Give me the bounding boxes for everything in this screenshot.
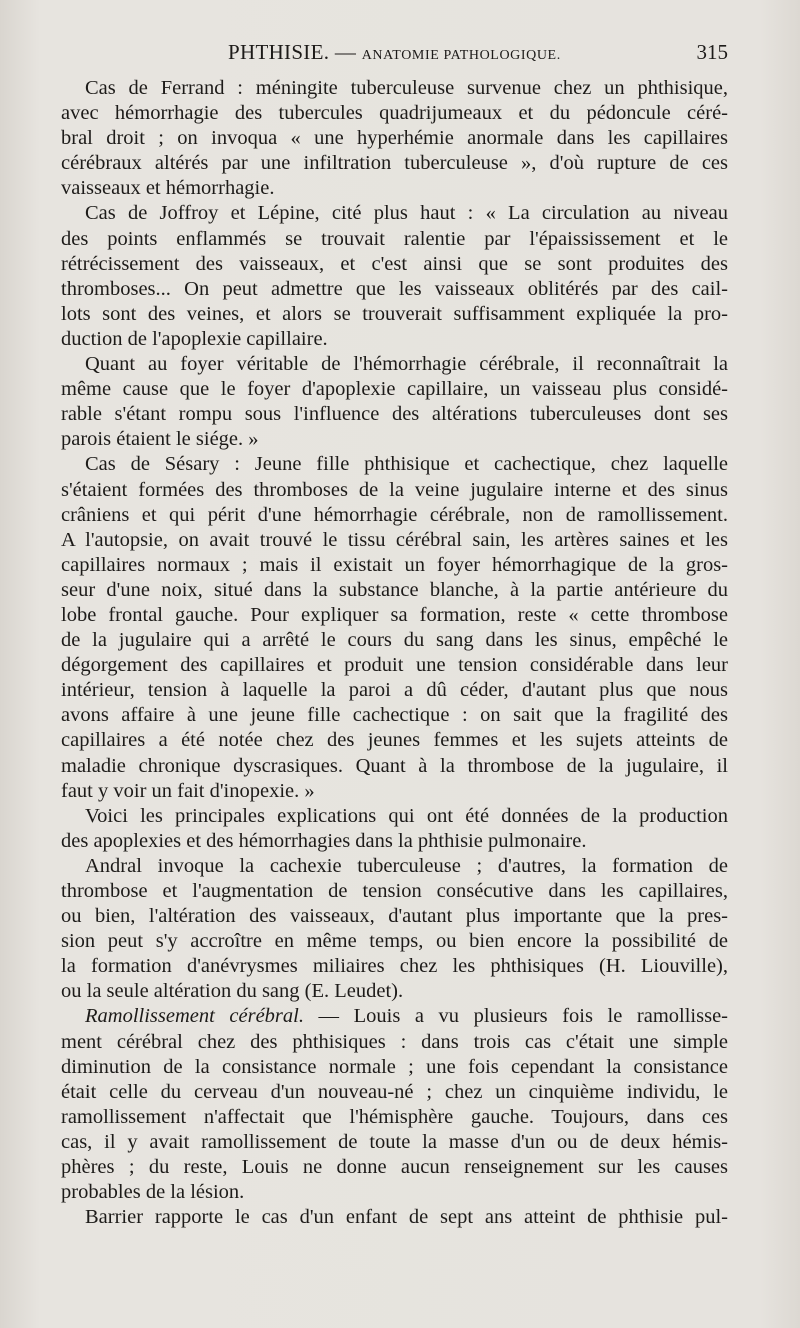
paragraph — [61, 452, 728, 803]
text-line: lobe frontal gauche. Pour expliquer sa formation, reste « cette thrombose — [61, 603, 728, 626]
text-line: thrombose et l'augmentation de tension consécutive dans les capillaires, — [61, 880, 728, 902]
text-line: Ramollissement cérébral. — Louis a vu plusieurs fois le ramollisse- — [85, 1005, 728, 1028]
text-line: Cas de Sésary : Jeune fille phthisique et cachectique, chez laquelle — [85, 453, 728, 476]
text-line: crâniens et qui périt d'une hémorrhagie cérébrale, non de ramollissement. — [61, 503, 728, 526]
text-line: Barrier rapporte le cas d'un enfant de sept ans atteint de phthisie pul- — [85, 1206, 728, 1229]
running-title — [228, 40, 561, 65]
text-line: A l'autopsie, on avait trouvé le tissu cérébral sain, les artères saines et les — [61, 528, 728, 551]
page-number: 315 — [696, 40, 728, 64]
paragraph — [61, 352, 728, 452]
text-line: la formation d'anévrysmes miliaires chez les phthisiques (H. Liouville), — [61, 955, 728, 978]
text-line: dégorgement des capillaires et produit une tension considérable dans leur — [61, 654, 728, 677]
text-line: seur d'une noix, situé dans la substance blanche, à la partie antérieure du — [61, 578, 728, 601]
paragraph — [61, 1205, 728, 1230]
text-line: phères ; du reste, Louis ne donne aucun renseignement sur les causes — [61, 1156, 728, 1179]
paragraph — [61, 76, 728, 201]
body-text — [61, 76, 728, 1230]
text-line: rable s'étant rompu sous l'influence des altérations tuberculeuses dont ses — [61, 403, 728, 426]
text-line: capillaires a été notée chez des jeunes femmes et les sujets atteints de — [61, 729, 728, 752]
text-line: cas, il y avait ramollissement de toute la masse d'un ou de deux hémis- — [61, 1130, 728, 1153]
running-title-main: PHTHISIE. — [228, 40, 330, 64]
paragraph — [61, 854, 728, 1005]
text-line: des apoplexies et des hémorrhagies dans la phthisie pulmonaire. — [61, 829, 587, 852]
text-line: ou la seule altération du sang (E. Leudet). — [61, 980, 404, 1003]
running-title-sub: ANATOMIE PATHOLOGIQUE. — [361, 48, 561, 63]
text-line: lots sont des veines, et alors se trouverait suffisamment expliquée la pro- — [61, 302, 728, 325]
text-line: faut y voir un fait d'inopexie. » — [61, 779, 315, 802]
text-line: parois étaient le siége. » — [61, 428, 259, 451]
text-line: rétrécissement des vaisseaux, et c'est ainsi que se sont produites des — [61, 252, 728, 275]
text-line: ramollissement n'affectait que l'hémisphère gauche. Toujours, dans ces — [61, 1105, 728, 1128]
text-line: Cas de Ferrand : méningite tuberculeuse survenue chez un phthisique, — [85, 77, 728, 99]
running-title-dash: — — [334, 40, 357, 64]
text-line: Andral invoque la cachexie tuberculeuse ; d'autres, la formation de — [85, 854, 728, 877]
running-header — [60, 40, 728, 72]
text-line: Voici les principales explications qui ont été données de la production — [85, 804, 728, 827]
text-line: vaisseaux et hémorrhagie. — [61, 177, 275, 200]
text-line: diminution de la consistance normale ; une fois cependant la consistance — [61, 1055, 728, 1078]
text-line: s'étaient formées des thromboses de la veine jugulaire interne et des sinus — [61, 478, 728, 501]
text-line: intérieur, tension à laquelle la paroi a dû céder, d'autant plus que nous — [61, 679, 728, 702]
text-line: sion peut s'y accroître en même temps, ou bien encore la possibilité de — [61, 930, 728, 953]
text-line: était celle du cerveau d'un nouveau-né ; chez un cinquième individu, le — [61, 1080, 728, 1103]
text-line: probables de la lésion. — [61, 1181, 245, 1204]
text-line: thromboses... On peut admettre que les vaisseaux oblitérés par des cail- — [61, 277, 728, 300]
text-line: capillaires normaux ; mais il existait un foyer hémorrhagique de la gros- — [61, 553, 728, 576]
text-line: bral droit ; on invoqua « une hyperhémie anormale dans les capillaires — [61, 127, 728, 150]
text-line: même cause que le foyer d'apoplexie capillaire, un vaisseau plus considé- — [61, 378, 728, 401]
text-line: Cas de Joffroy et Lépine, cité plus haut : « La circulation au niveau — [85, 202, 728, 225]
text-line: cérébraux altérés par une infiltration tuberculeuse », d'où rupture de ces — [61, 152, 728, 175]
text-line: avec hémorrhagie des tubercules quadrijumeaux et du pédoncule céré- — [61, 102, 728, 125]
paragraph — [61, 201, 728, 352]
paragraph — [61, 804, 728, 854]
text-line: Quant au foyer véritable de l'hémorrhagie cérébrale, il reconnaîtrait la — [85, 353, 728, 376]
text-line: avons affaire à une jeune fille cachectique : on sait que la fragilité des — [61, 704, 728, 727]
text-line: de la jugulaire qui a arrêté le cours du sang dans les sinus, empêché le — [61, 629, 728, 652]
text-line: duction de l'apoplexie capillaire. — [61, 327, 328, 350]
text-line: ment cérébral chez des phthisiques : dans trois cas c'était une simple — [61, 1030, 728, 1053]
text-line: ou bien, l'altération des vaisseaux, d'autant plus importante que la pres- — [61, 905, 728, 928]
text-line: maladie chronique dyscrasiques. Quant à la thrombose de la jugulaire, il — [61, 754, 728, 777]
text-line: des points enflammés se trouvait ralentie par l'épaississement et le — [61, 227, 728, 250]
italic-heading: Ramollissement cérébral. — [85, 1005, 304, 1028]
paragraph — [61, 1004, 728, 1205]
